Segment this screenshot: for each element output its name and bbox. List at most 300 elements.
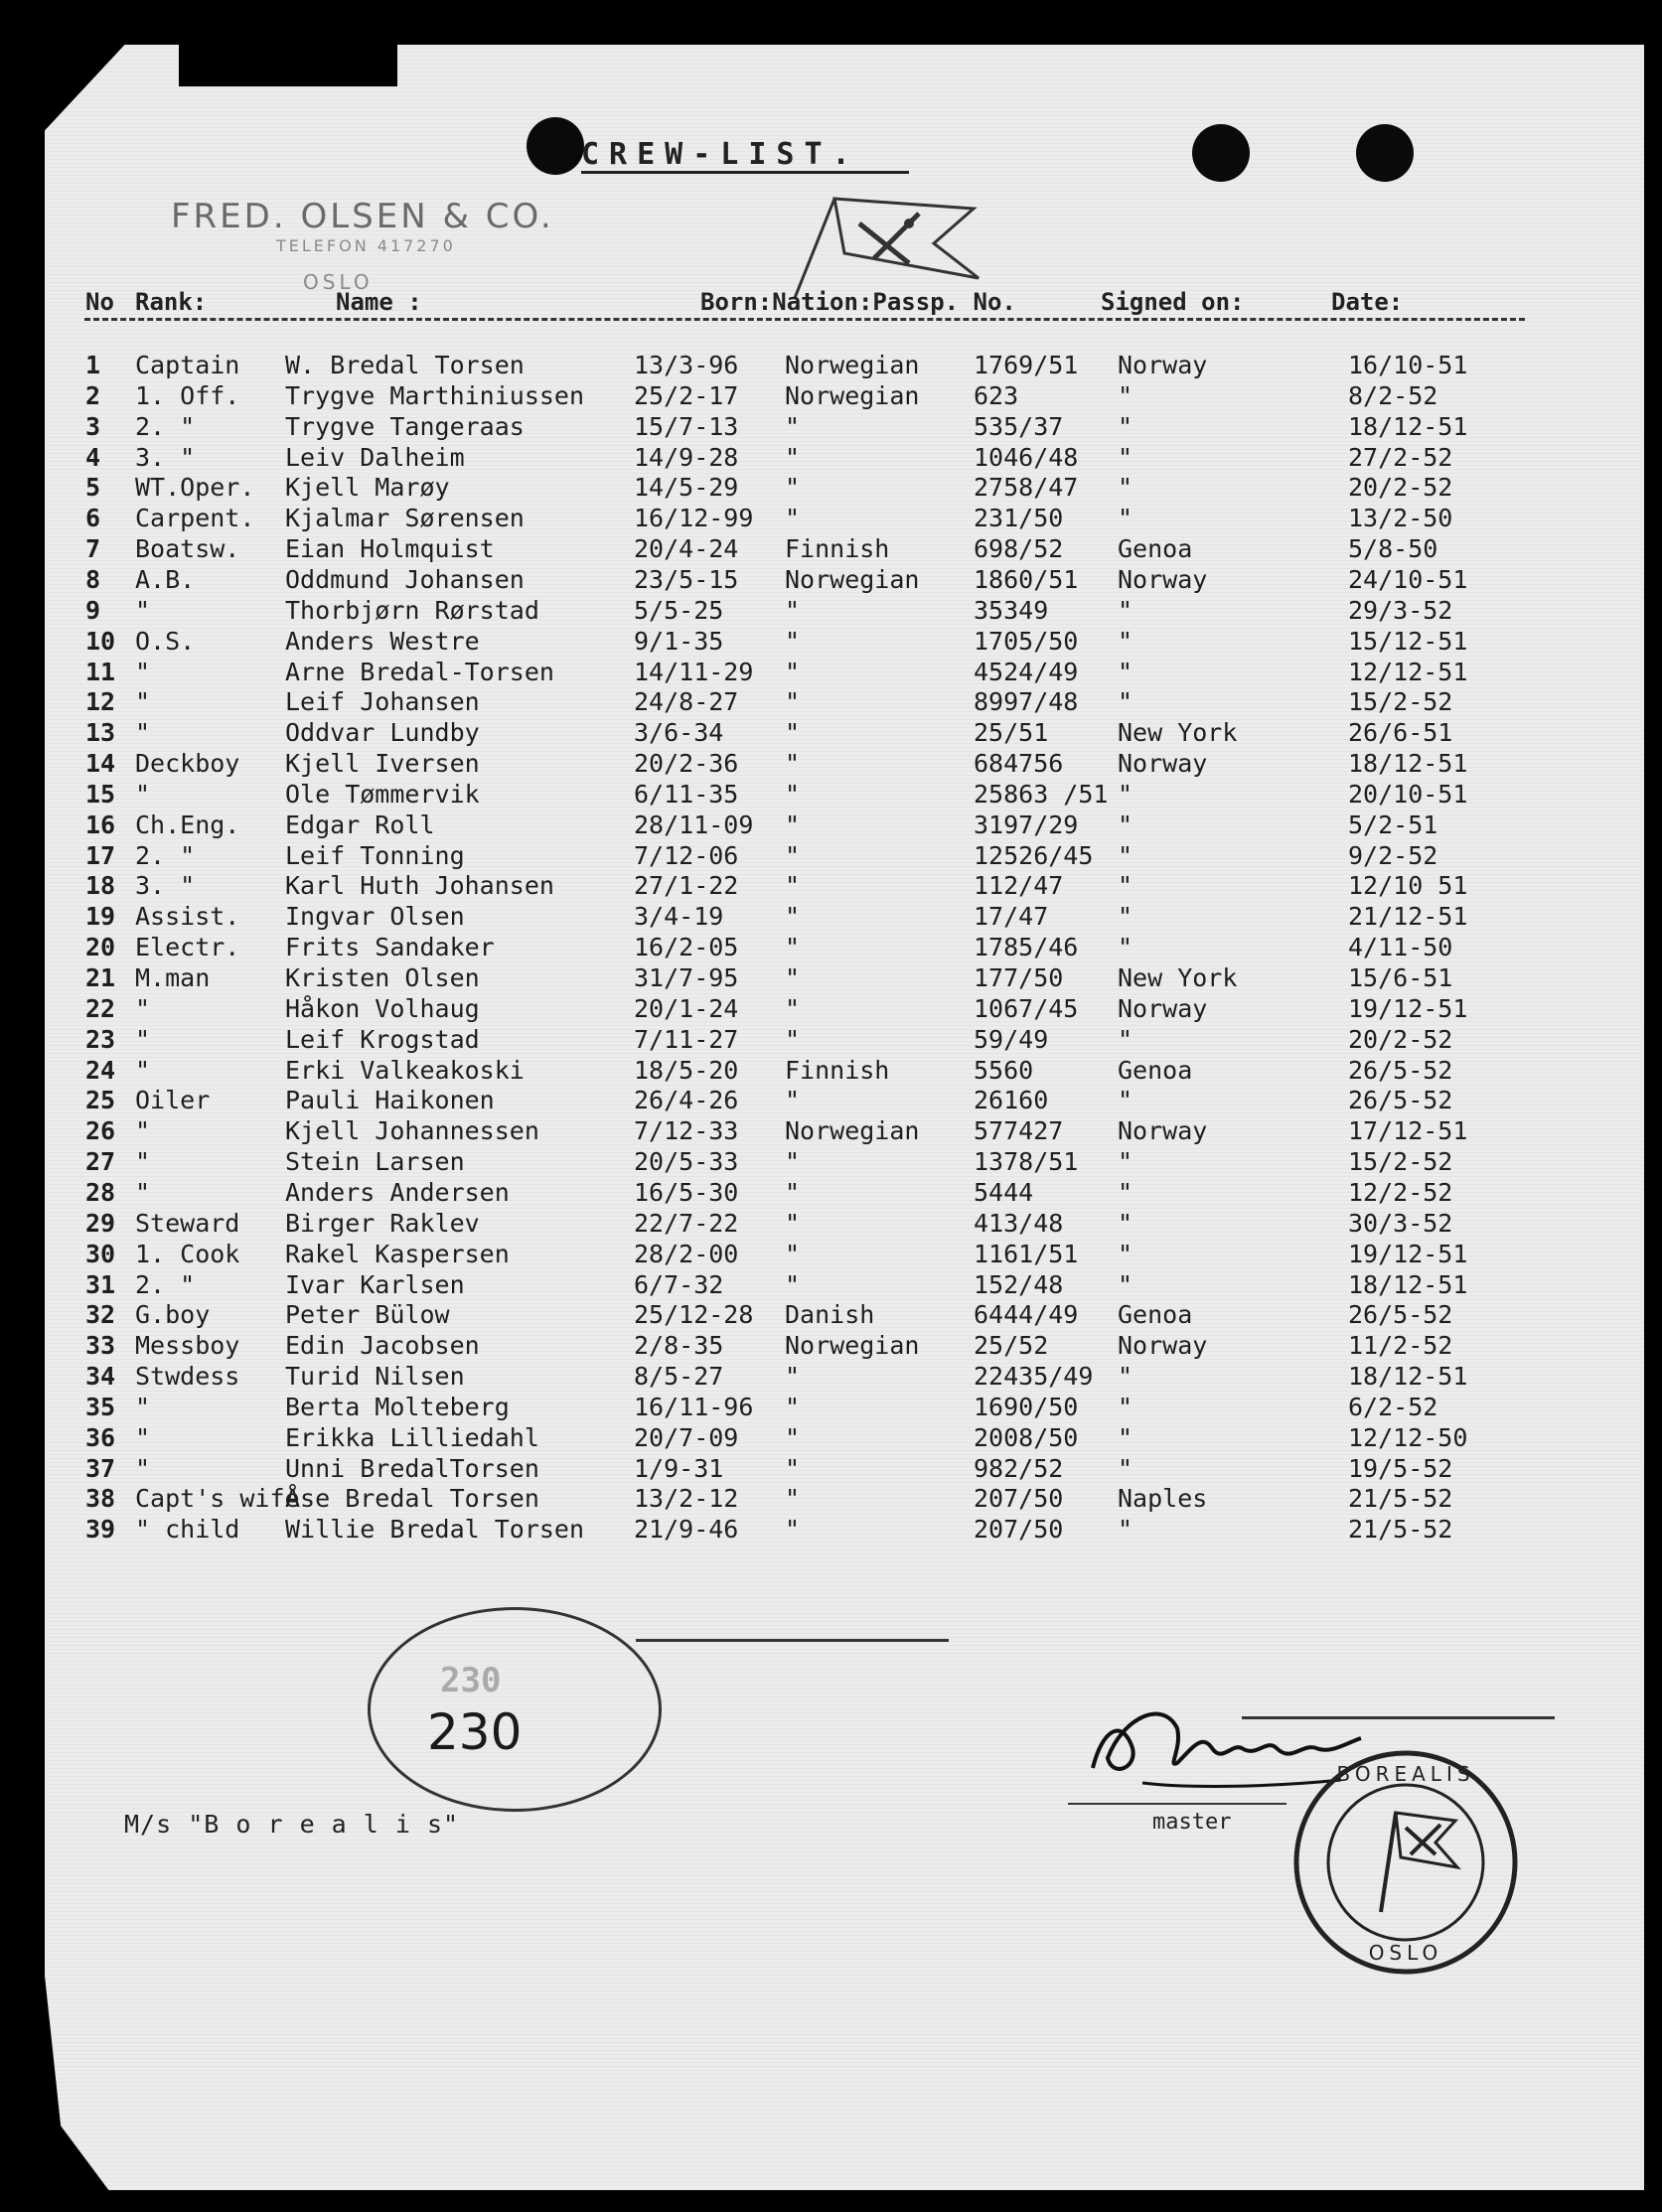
crew-signed: " <box>1118 1024 1133 1054</box>
crew-nation: " <box>785 1024 801 1054</box>
crew-signed: " <box>1118 1177 1133 1207</box>
crew-passport: 623 <box>974 380 1019 410</box>
crew-passport: 12526/45 <box>974 840 1094 870</box>
crew-signed: " <box>1118 1515 1133 1545</box>
crew-date: 21/12-51 <box>1348 902 1468 932</box>
crew-signed: " <box>1118 1269 1133 1299</box>
table-row <box>0 994 1599 1025</box>
crew-nation: " <box>785 1362 801 1392</box>
stamp-number-handwritten: 230 <box>427 1703 523 1761</box>
crew-rank: " <box>135 779 151 809</box>
crew-passport: 1769/51 <box>974 351 1079 379</box>
table-row <box>0 1270 1599 1301</box>
crew-signed: " <box>1118 810 1133 839</box>
table-row <box>0 1362 1599 1393</box>
crew-rank: 2. " <box>135 1269 196 1299</box>
crew-no: 18 <box>85 871 116 901</box>
crew-rank: " <box>135 718 151 748</box>
crew-no: 3 <box>85 411 101 441</box>
crew-no: 35 <box>85 1392 116 1421</box>
crew-nation: Finnish <box>785 1055 890 1085</box>
crew-name: W. Bredal Torsen <box>285 351 525 379</box>
crew-nation: " <box>785 840 801 870</box>
crew-rank: Captain <box>135 351 240 379</box>
crew-passport: 22435/49 <box>974 1362 1094 1392</box>
crew-passport: 152/48 <box>974 1269 1064 1299</box>
house-flag-icon <box>790 184 988 303</box>
crew-no: 13 <box>85 718 116 748</box>
crew-no: 12 <box>85 687 116 717</box>
header-born-nation-passport: Born:Nation:Passp. No. <box>700 288 1016 316</box>
crew-date: 20/10-51 <box>1348 779 1468 809</box>
crew-born: 6/11-35 <box>634 779 739 809</box>
crew-name: Kjell Johannessen <box>285 1116 539 1146</box>
crew-name: Anders Westre <box>285 626 480 656</box>
crew-born: 16/5-30 <box>634 1177 739 1207</box>
crew-date: 21/5-52 <box>1348 1515 1453 1545</box>
crew-born: 7/12-06 <box>634 840 739 870</box>
crew-passport: 1161/51 <box>974 1239 1079 1268</box>
crew-nation: " <box>785 1086 801 1115</box>
crew-passport: 207/50 <box>974 1515 1064 1545</box>
crew-passport: 413/48 <box>974 1208 1064 1238</box>
crew-born: 25/2-17 <box>634 380 739 410</box>
crew-rank: " <box>135 1024 151 1054</box>
table-row <box>0 658 1599 688</box>
crew-rank: " <box>135 993 151 1023</box>
crew-signed: " <box>1118 411 1133 441</box>
crew-date: 17/12-51 <box>1348 1116 1468 1146</box>
separator-line <box>636 1639 949 1642</box>
crew-rank: 1. Off. <box>135 380 240 410</box>
crew-name: Eian Holmquist <box>285 534 495 564</box>
crew-born: 22/7-22 <box>634 1208 739 1238</box>
header-name: Name : <box>336 288 422 316</box>
document-title: CREW-LIST. <box>581 137 860 172</box>
crew-nation: " <box>785 504 801 533</box>
crew-signed: Norway <box>1118 1116 1208 1146</box>
crew-nation: " <box>785 411 801 441</box>
crew-date: 26/5-52 <box>1348 1086 1453 1115</box>
crew-rank: Oiler <box>135 1086 211 1115</box>
crew-rank: 3. " <box>135 442 196 472</box>
crew-nation: " <box>785 1177 801 1207</box>
crew-passport: 1046/48 <box>974 442 1079 472</box>
crew-born: 20/2-36 <box>634 749 739 779</box>
crew-no: 28 <box>85 1177 116 1207</box>
crew-born: 31/7-95 <box>634 963 739 992</box>
crew-passport: 982/52 <box>974 1453 1064 1483</box>
ship-seal-stamp <box>1286 1743 1525 1982</box>
crew-born: 9/1-35 <box>634 626 724 656</box>
crew-passport: 112/47 <box>974 871 1064 901</box>
table-row <box>0 718 1599 749</box>
crew-rank: " <box>135 1116 151 1146</box>
crew-passport: 8997/48 <box>974 687 1079 717</box>
crew-name: Karl Huth Johansen <box>285 871 554 901</box>
crew-name: Kjell Marøy <box>285 473 450 503</box>
crew-no: 19 <box>85 902 116 932</box>
crew-no: 27 <box>85 1147 116 1177</box>
crew-passport: 17/47 <box>974 902 1049 932</box>
crew-date: 5/2-51 <box>1348 810 1438 839</box>
table-row <box>0 933 1599 963</box>
crew-rank: Ch.Eng. <box>135 810 240 839</box>
crew-date: 18/12-51 <box>1348 411 1468 441</box>
crew-born: 16/2-05 <box>634 933 739 962</box>
crew-date: 8/2-52 <box>1348 380 1438 410</box>
crew-passport: 684756 <box>974 749 1064 779</box>
crew-date: 18/12-51 <box>1348 749 1468 779</box>
crew-no: 33 <box>85 1331 116 1361</box>
crew-passport: 3197/29 <box>974 810 1079 839</box>
crew-born: 24/8-27 <box>634 687 739 717</box>
crew-rank: Carpent. <box>135 504 255 533</box>
crew-signed: Norway <box>1118 351 1208 379</box>
crew-passport: 59/49 <box>974 1024 1049 1054</box>
company-city: OSLO <box>303 270 374 294</box>
crew-no: 21 <box>85 963 116 992</box>
crew-rank: 3. " <box>135 871 196 901</box>
table-row <box>0 381 1599 412</box>
crew-passport: 535/37 <box>974 411 1064 441</box>
crew-born: 23/5-15 <box>634 564 739 594</box>
table-row <box>0 596 1599 627</box>
crew-name: Berta Molteberg <box>285 1392 510 1421</box>
crew-born: 3/4-19 <box>634 902 724 932</box>
crew-rank: Boatsw. <box>135 534 240 564</box>
crew-name: Rakel Kaspersen <box>285 1239 510 1268</box>
crew-date: 19/12-51 <box>1348 993 1468 1023</box>
crew-nation: " <box>785 779 801 809</box>
stamp-number-faint: 230 <box>440 1661 502 1700</box>
crew-rank: Messboy <box>135 1331 240 1361</box>
crew-name: Leif Krogstad <box>285 1024 480 1054</box>
crew-name: Peter Bülow <box>285 1300 450 1330</box>
crew-nation: Danish <box>785 1300 875 1330</box>
crew-date: 21/5-52 <box>1348 1484 1453 1514</box>
crew-born: 20/4-24 <box>634 534 739 564</box>
crew-born: 16/12-99 <box>634 504 754 533</box>
crew-signed: " <box>1118 902 1133 932</box>
crew-signed: " <box>1118 380 1133 410</box>
crew-date: 13/2-50 <box>1348 504 1453 533</box>
crew-rank: 2. " <box>135 411 196 441</box>
crew-name: Stein Larsen <box>285 1147 465 1177</box>
crew-date: 20/2-52 <box>1348 1024 1453 1054</box>
punch-hole-2 <box>1192 124 1250 182</box>
crew-date: 15/12-51 <box>1348 626 1468 656</box>
crew-rank: " <box>135 687 151 717</box>
crew-rank: " <box>135 1453 151 1483</box>
crew-date: 12/12-50 <box>1348 1422 1468 1452</box>
crew-name: Håkon Volhaug <box>285 993 480 1023</box>
crew-name: Ivar Karlsen <box>285 1269 465 1299</box>
table-row <box>0 1116 1599 1147</box>
crew-no: 32 <box>85 1300 116 1330</box>
crew-signed: Norway <box>1118 749 1208 779</box>
table-row <box>0 443 1599 474</box>
crew-name: Oddmund Johansen <box>285 564 525 594</box>
crew-date: 18/12-51 <box>1348 1269 1468 1299</box>
crew-name: Kjell Iversen <box>285 749 480 779</box>
crew-no: 34 <box>85 1362 116 1392</box>
crew-nation: " <box>785 1422 801 1452</box>
crew-name: Birger Raklev <box>285 1208 480 1238</box>
crew-signed: Norway <box>1118 564 1208 594</box>
crew-rank: M.man <box>135 963 211 992</box>
crew-signed: " <box>1118 626 1133 656</box>
table-row <box>0 534 1599 565</box>
signature-line <box>1068 1803 1286 1805</box>
crew-name: Frits Sandaker <box>285 933 495 962</box>
crew-no: 1 <box>85 351 101 379</box>
crew-no: 10 <box>85 626 116 656</box>
crew-nation: " <box>785 687 801 717</box>
crew-name: Oddvar Lundby <box>285 718 480 748</box>
crew-name: Ingvar Olsen <box>285 902 465 932</box>
crew-nation: " <box>785 718 801 748</box>
table-row <box>0 473 1599 504</box>
crew-nation: " <box>785 626 801 656</box>
crew-nation: Norwegian <box>785 1331 920 1361</box>
header-rank: Rank: <box>135 288 208 316</box>
crew-name: Kjalmar Sørensen <box>285 504 525 533</box>
crew-date: 6/2-52 <box>1348 1392 1438 1421</box>
crew-date: 5/8-50 <box>1348 534 1438 564</box>
svg-text:BOREALIS: BOREALIS <box>1336 1762 1475 1786</box>
crew-nation: " <box>785 1515 801 1545</box>
crew-born: 26/4-26 <box>634 1086 739 1115</box>
crew-nation: " <box>785 595 801 625</box>
crew-rank: " <box>135 1392 151 1421</box>
table-row <box>0 687 1599 718</box>
crew-no: 29 <box>85 1208 116 1238</box>
crew-date: 9/2-52 <box>1348 840 1438 870</box>
crew-born: 18/5-20 <box>634 1055 739 1085</box>
crew-born: 20/5-33 <box>634 1147 739 1177</box>
crew-nation: " <box>785 1269 801 1299</box>
crew-rank: Deckboy <box>135 749 240 779</box>
crew-born: 1/9-31 <box>634 1453 724 1483</box>
crew-passport: 1785/46 <box>974 933 1079 962</box>
crew-rank: 1. Cook <box>135 1239 240 1268</box>
crew-born: 6/7-32 <box>634 1269 724 1299</box>
crew-rank: Capt's wife <box>135 1484 300 1514</box>
crew-born: 28/11-09 <box>634 810 754 839</box>
crew-signed: Naples <box>1118 1484 1208 1514</box>
crew-no: 24 <box>85 1055 116 1085</box>
crew-nation: " <box>785 963 801 992</box>
crew-no: 15 <box>85 779 116 809</box>
crew-passport: 4524/49 <box>974 657 1079 686</box>
crew-passport: 35349 <box>974 595 1049 625</box>
crew-signed: " <box>1118 473 1133 503</box>
crew-signed: Genoa <box>1118 534 1193 564</box>
table-row <box>0 1086 1599 1116</box>
table-row <box>0 627 1599 658</box>
crew-nation: " <box>785 871 801 901</box>
crew-no: 6 <box>85 504 101 533</box>
crew-date: 12/12-51 <box>1348 657 1468 686</box>
crew-no: 14 <box>85 749 116 779</box>
crew-rank: Electr. <box>135 933 240 962</box>
crew-date: 30/3-52 <box>1348 1208 1453 1238</box>
table-row <box>0 565 1599 596</box>
crew-signed: " <box>1118 1453 1133 1483</box>
crew-nation: " <box>785 1484 801 1514</box>
table-row <box>0 1178 1599 1209</box>
crew-date: 26/6-51 <box>1348 718 1453 748</box>
table-row <box>0 1484 1599 1515</box>
crew-born: 14/9-28 <box>634 442 739 472</box>
crew-date: 19/12-51 <box>1348 1239 1468 1268</box>
crew-no: 22 <box>85 993 116 1023</box>
crew-date: 20/2-52 <box>1348 473 1453 503</box>
crew-rank: " <box>135 1422 151 1452</box>
svg-text:OSLO: OSLO <box>1368 1941 1443 1965</box>
crew-date: 26/5-52 <box>1348 1300 1453 1330</box>
crew-born: 2/8-35 <box>634 1331 724 1361</box>
crew-passport: 25/52 <box>974 1331 1049 1361</box>
crew-no: 2 <box>85 380 101 410</box>
table-row <box>0 412 1599 443</box>
crew-signed: " <box>1118 657 1133 686</box>
crew-born: 8/5-27 <box>634 1362 724 1392</box>
crew-rank: " <box>135 1055 151 1085</box>
header-date: Date: <box>1331 288 1404 316</box>
crew-passport: 698/52 <box>974 534 1064 564</box>
crew-nation: " <box>785 657 801 686</box>
header-rule <box>84 318 1525 321</box>
crew-signed: Genoa <box>1118 1300 1193 1330</box>
crew-passport: 1690/50 <box>974 1392 1079 1421</box>
crew-passport: 25/51 <box>974 718 1049 748</box>
table-row <box>0 1209 1599 1240</box>
crew-no: 11 <box>85 657 116 686</box>
crew-signed: New York <box>1118 963 1238 992</box>
crew-no: 20 <box>85 933 116 962</box>
crew-passport: 207/50 <box>974 1484 1064 1514</box>
crew-nation: " <box>785 1453 801 1483</box>
crew-nation: " <box>785 993 801 1023</box>
crew-date: 24/10-51 <box>1348 564 1468 594</box>
crew-passport: 577427 <box>974 1116 1064 1146</box>
crew-date: 11/2-52 <box>1348 1331 1453 1361</box>
crew-date: 18/12-51 <box>1348 1362 1468 1392</box>
crew-no: 17 <box>85 840 116 870</box>
crew-name: Erki Valkeakoski <box>285 1055 525 1085</box>
crew-signed: " <box>1118 871 1133 901</box>
crew-nation: " <box>785 933 801 962</box>
table-row <box>0 1240 1599 1270</box>
crew-signed: Norway <box>1118 1331 1208 1361</box>
table-row <box>0 871 1599 902</box>
crew-born: 15/7-13 <box>634 411 739 441</box>
crew-nation: " <box>785 1147 801 1177</box>
crew-passport: 2758/47 <box>974 473 1079 503</box>
crew-rank: Steward <box>135 1208 240 1238</box>
crew-passport: 1067/45 <box>974 993 1079 1023</box>
crew-born: 21/9-46 <box>634 1515 739 1545</box>
crew-rank: " child <box>135 1515 240 1545</box>
crew-name: Leiv Dalheim <box>285 442 465 472</box>
crew-no: 16 <box>85 810 116 839</box>
crew-signed: " <box>1118 1147 1133 1177</box>
crew-signed: " <box>1118 504 1133 533</box>
crew-passport: 25863 /51 <box>974 779 1109 809</box>
crew-date: 12/10 51 <box>1348 871 1468 901</box>
punch-hole-3 <box>1356 124 1414 182</box>
crew-passport: 177/50 <box>974 963 1064 992</box>
crew-name: Unni BredalTorsen <box>285 1453 539 1483</box>
black-tab <box>179 45 397 86</box>
crew-rank: 2. " <box>135 840 196 870</box>
crew-born: 28/2-00 <box>634 1239 739 1268</box>
crew-passport: 1705/50 <box>974 626 1079 656</box>
crew-signed: " <box>1118 1422 1133 1452</box>
crew-signed: " <box>1118 1362 1133 1392</box>
crew-name: Edin Jacobsen <box>285 1331 480 1361</box>
crew-passport: 26160 <box>974 1086 1049 1115</box>
crew-born: 5/5-25 <box>634 595 724 625</box>
crew-passport: 6444/49 <box>974 1300 1079 1330</box>
crew-no: 9 <box>85 595 101 625</box>
crew-no: 38 <box>85 1484 116 1514</box>
crew-rank: Stwdess <box>135 1362 240 1392</box>
crew-signed: " <box>1118 933 1133 962</box>
crew-name: Thorbjørn Rørstad <box>285 595 539 625</box>
crew-rank: Assist. <box>135 902 240 932</box>
crew-no: 30 <box>85 1239 116 1268</box>
crew-born: 7/12-33 <box>634 1116 739 1146</box>
table-row <box>0 1454 1599 1485</box>
crew-rank: A.B. <box>135 564 196 594</box>
crew-no: 5 <box>85 473 101 503</box>
table-row <box>0 504 1599 534</box>
crew-date: 4/11-50 <box>1348 933 1453 962</box>
crew-signed: " <box>1118 687 1133 717</box>
crew-born: 7/11-27 <box>634 1024 739 1054</box>
header-signed-on: Signed on: <box>1101 288 1245 316</box>
crew-no: 39 <box>85 1515 116 1545</box>
crew-no: 4 <box>85 442 101 472</box>
crew-signed: " <box>1118 595 1133 625</box>
table-row <box>0 780 1599 811</box>
crew-date: 29/3-52 <box>1348 595 1453 625</box>
table-row <box>0 1393 1599 1423</box>
crew-signed: " <box>1118 1208 1133 1238</box>
crew-signed: " <box>1118 1086 1133 1115</box>
crew-no: 31 <box>85 1269 116 1299</box>
crew-passport: 1378/51 <box>974 1147 1079 1177</box>
table-row <box>0 1147 1599 1178</box>
crew-nation: " <box>785 902 801 932</box>
crew-born: 13/3-96 <box>634 351 739 379</box>
crew-rank: " <box>135 595 151 625</box>
crew-nation: " <box>785 1208 801 1238</box>
title-underline <box>581 171 909 174</box>
table-row <box>0 841 1599 872</box>
crew-no: 25 <box>85 1086 116 1115</box>
crew-date: 16/10-51 <box>1348 351 1468 379</box>
crew-born: 14/5-29 <box>634 473 739 503</box>
crew-signed: " <box>1118 779 1133 809</box>
crew-date: 12/2-52 <box>1348 1177 1453 1207</box>
crew-rank: " <box>135 657 151 686</box>
crew-name: Erikka Lilliedahl <box>285 1422 539 1452</box>
crew-name: Turid Nilsen <box>285 1362 465 1392</box>
